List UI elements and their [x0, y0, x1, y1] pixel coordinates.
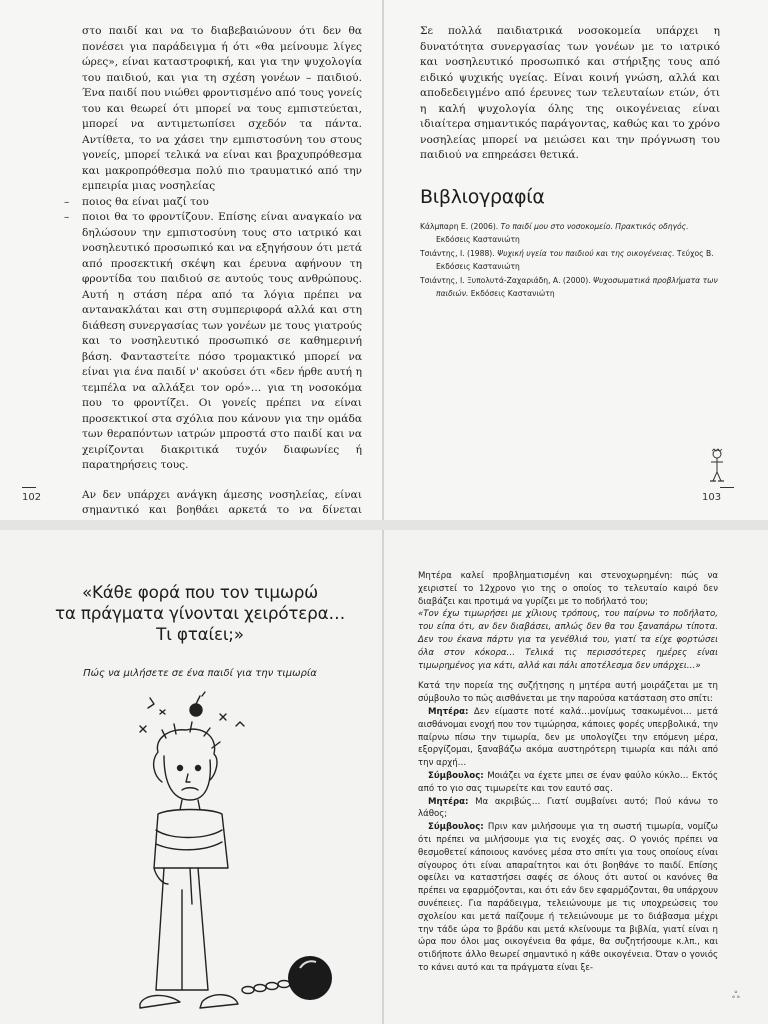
dialogue-line: [418, 796, 718, 822]
bibliography-entry: [420, 220, 720, 246]
dialogue-line: [418, 706, 718, 770]
bib-title: Το παιδί μου στο νοσοκομείο. Πρακτικός οδηγός.: [500, 221, 689, 231]
intro-paragraph: Μητέρα καλεί προβληματισμένη και στενοχωρημένη: πώς να χειριστεί το 12χρονο γιο της ο οποίος το τελευταίο καιρό δεν διαβάζει και προτιμά να γυρίζει με το ποδήλατό του;: [418, 571, 718, 607]
spread-divider: [0, 520, 768, 530]
chapter-headline: [40, 582, 360, 645]
dash-list: [82, 195, 362, 474]
headline-line: τα πράγματα γίνονται χειρότερα…: [54, 603, 346, 623]
page-number: 102: [22, 492, 42, 503]
bib-authors: Τσιάντης, Ι. Ξυπολυτά-Ζαχαριάδη, Α. (2000).: [420, 275, 594, 285]
list-item: – ποιος θα είναι μαζί του: [82, 195, 362, 211]
small-figure-icon: [706, 448, 728, 484]
dialogue-text: Μοιάζει να έχετε μπει σε έναν φαύλο κύκλο… Εκτός από το γιο σας τιμωρείτε και τον εαυτό σας.: [418, 770, 718, 794]
dialogue-line: [418, 821, 718, 975]
bib-publisher: Εκδόσεις Καστανιώτη: [436, 234, 520, 244]
bib-authors: Κάλμπαρη Ε. (2006).: [420, 221, 501, 231]
quote-paragraph: «Τον έχω τιμωρήσει με χίλιους τρόπους, του παίρνω το ποδήλατο, του είπα ότι, αν δεν διαβάσει, απλώς δεν θα του ξαναπάρω τίποτα. Δεν του έκανα πάρτυ για τα γενέθλιά του, γιατί τα είχε φορτώσει όλα στον κόκορα… Τελικά τις περισσότερες ημέρες είναι τιμωρημένος για κάτι, αλλά και πάλι αποτέλεσμα δεν υπάρχει…»: [418, 609, 718, 671]
page-number-rule: [22, 487, 36, 488]
page-104: [0, 530, 382, 1024]
body-paragraph: Κατά την πορεία της συζήτησης η μητέρα αυτή μοιράζεται με τη σύμβουλο το πώς αισθάνεται με την παρούσα κατάσταση στο σπίτι:: [418, 681, 718, 705]
chapter-subtitle: Πώς να μιλήσετε σε ένα παιδί για την τιμωρία: [83, 668, 317, 679]
dialogue-text: Δεν είμαστε ποτέ καλά…μονίμως τσακωμένοι… μετά αισθάνομαι ενοχή που τον τιμώρησα, κάποιες φορές υπερβολικά, την παίρνω πίσω την τιμωρία, δεν με υπολογίζει την επόμενη μέρα, εξοργίζομαι, ξαναβάζω ακόμα αυστηρότερη τιμωρία και πάλι από την αρχή…: [418, 706, 718, 769]
speaker-label: Μητέρα:: [428, 796, 469, 807]
bib-title: Ψυχική υγεία του παιδιού και της οικογένειας.: [497, 248, 675, 258]
body-paragraph: Σε πολλά παιδιατρικά νοσοκομεία υπάρχει η δυνατότητα συνεργασίας των γονέων με το ιατρικό και νοσηλευτικό προσωπικό και στήριξης τους από ειδικό ψυχικής υγείας. Είναι κοινή γνώση, αλλά και αποδεδειγμένο από έρευνες των τελευταίων ετών, ότι η καλή ψυχολογία όλης της οικογένειας είναι ιδιαίτερα σημαντικός παράγοντας, καθώς και το χρόνο νοσηλείας μπορεί να μειώσει και την πρόγνωση του παιδιού να επηρεάσει θετικά.: [420, 25, 720, 161]
page-number-rule: [720, 487, 734, 488]
bibliography-entry: [420, 247, 720, 273]
body-paragraph: Αν δεν υπάρχει ανάγκη άμεσης νοσηλείας, είναι σημαντικό και βοηθάει αρκετά το να δίνεται: [82, 488, 362, 516]
dialogue-text: Πριν καν μιλήσουμε για τη σωστή τιμωρία, νομίζω ότι πρέπει να μιλήσουμε για τις ενοχές σας. Ο γονιός πρέπει να θεσμοθετεί κάποιους κανόνες μέσα στο σπίτι για τους οποίους είναι σίγουρος ότι είναι απαραίτητοι και ότι βοηθάνε το παιδί. Επίσης οφείλει να καταστήσει σαφές σε όλους ότι αυτοί οι κανόνες θα πρέπει να εφαρμόζονται, και ότι εάν δεν εφαρμόζονται, θα υπάρχουν συνέπειες. Για παράδειγμα, τελειώνουμε με τις υποχρεώσεις του σχολείου και μετά παίζουμε ή τελειώνουμε με το διάβασμα μέχρι την τάδε ώρα το βράδυ και μετά κλείνουμε τα βιβλία, γιατί είναι η ώρα που όλοι μας οικογένεια θα φάμε, θα συζητήσουμε κ.λπ., και οτιδήποτε άλλο θεωρεί σημαντικό η κάθε οικογένεια. Όταν ο γονιός το κάνει αυτό και τα πράγματα είναι ξε-: [418, 822, 718, 973]
speaker-label: Σύμβουλος:: [428, 822, 484, 833]
page-102-column: [82, 24, 362, 520]
page-edge-mark: ஃ: [732, 990, 740, 1001]
headline-line: «Κάθε φορά που τον τιμωρώ: [81, 582, 319, 602]
headline-line: Τι φταίει;»: [156, 624, 244, 644]
page-number: 103: [702, 492, 722, 503]
bib-authors: Τσιάντης, Ι. (1988).: [420, 248, 498, 258]
bib-publisher: Εκδόσεις Καστανιώτη: [468, 288, 555, 298]
page-105-column: [418, 570, 718, 975]
speaker-label: Μητέρα:: [428, 706, 469, 717]
bibliography-entry: [420, 274, 720, 300]
child-ball-chain-illustration: [110, 690, 350, 1024]
list-item: – ποιοι θα το φροντίζουν. Επίσης είναι αναγκαίο να δηλώσουν την εμπιστοσύνη τους στο ιατρικό και νοσηλευτικό προσωπικό και να εξηγήσουν ότι μετά από προσεκτική σκέψη και έρευνα αφήνουν τη φροντίδα του παιδιού σε αυτούς τους ανθρώπους. Αυτή η στάση πέρα από τα λόγια πρέπει να αντανακλάται και στη συμπεριφορά αλλά και στη διάθεση συνεργασίας των γονέων με τους γιατρούς και το νοσηλευτικό προσωπικό σε καθημερινή βάση. Φανταστείτε πόσο τρομακτικό μπορεί να είναι για ένα παιδί ν' ακούσει ότι «δεν ήρθε αυτή η τεμπέλα να αλλάξει τον ορό»… για τη νοσοκόμα που το φροντίζει. Οι γονείς πρέπει να είναι προσεκτικοί στα σχόλια που κάνουν για την ομάδα των θεραπόντων ιατρών μπροστά στο παιδί και να χειρίζονται διακριτικά τυχόν διαφωνίες ή παρατηρήσεις τους.: [82, 210, 362, 474]
dialogue-text: Μα ακριβώς… Γιατί συμβαίνει αυτό; Πού κάνω το λάθος;: [418, 796, 718, 820]
page-103-column: [420, 24, 720, 301]
page-102: [0, 0, 382, 520]
body-paragraph: στο παιδί και να το διαβεβαιώνουν ότι δεν θα πονέσει για παράδειγμα ή ότι «θα μείνουμε λίγες ώρες», είναι καταστροφική, και για την ψυχολογία του παιδιού, και για τη σχέση γονέων – παιδιού. Ένα παιδί που νιώθει φροντισμένο από τους γονείς του και θεωρεί ότι μπορεί να τους εμπιστεύεται, μπορεί να αντιμετωπίσει σχεδόν τα πάντα. Αντίθετα, το να χάσει την εμπιστοσύνη του στους γονείς, μπορεί τελικά να είναι και βραχυπρόθεσμα και μακροπρόθεσμα πολύ πιο τραυματικό από την εμπειρία μιας νοσηλείας: [82, 25, 362, 192]
bibliography-heading: Βιβλιογραφία: [420, 185, 545, 208]
bib-title: Ψυχοσωματικά προβλήματα των παιδιών.: [436, 275, 718, 298]
page-103: [384, 0, 768, 520]
page-105: [384, 530, 768, 1024]
bib-publisher: Τεύχος Β. Εκδόσεις Καστανιώτη: [436, 248, 714, 271]
speaker-label: Σύμβουλος:: [428, 770, 484, 781]
dialogue-line: [418, 770, 718, 796]
